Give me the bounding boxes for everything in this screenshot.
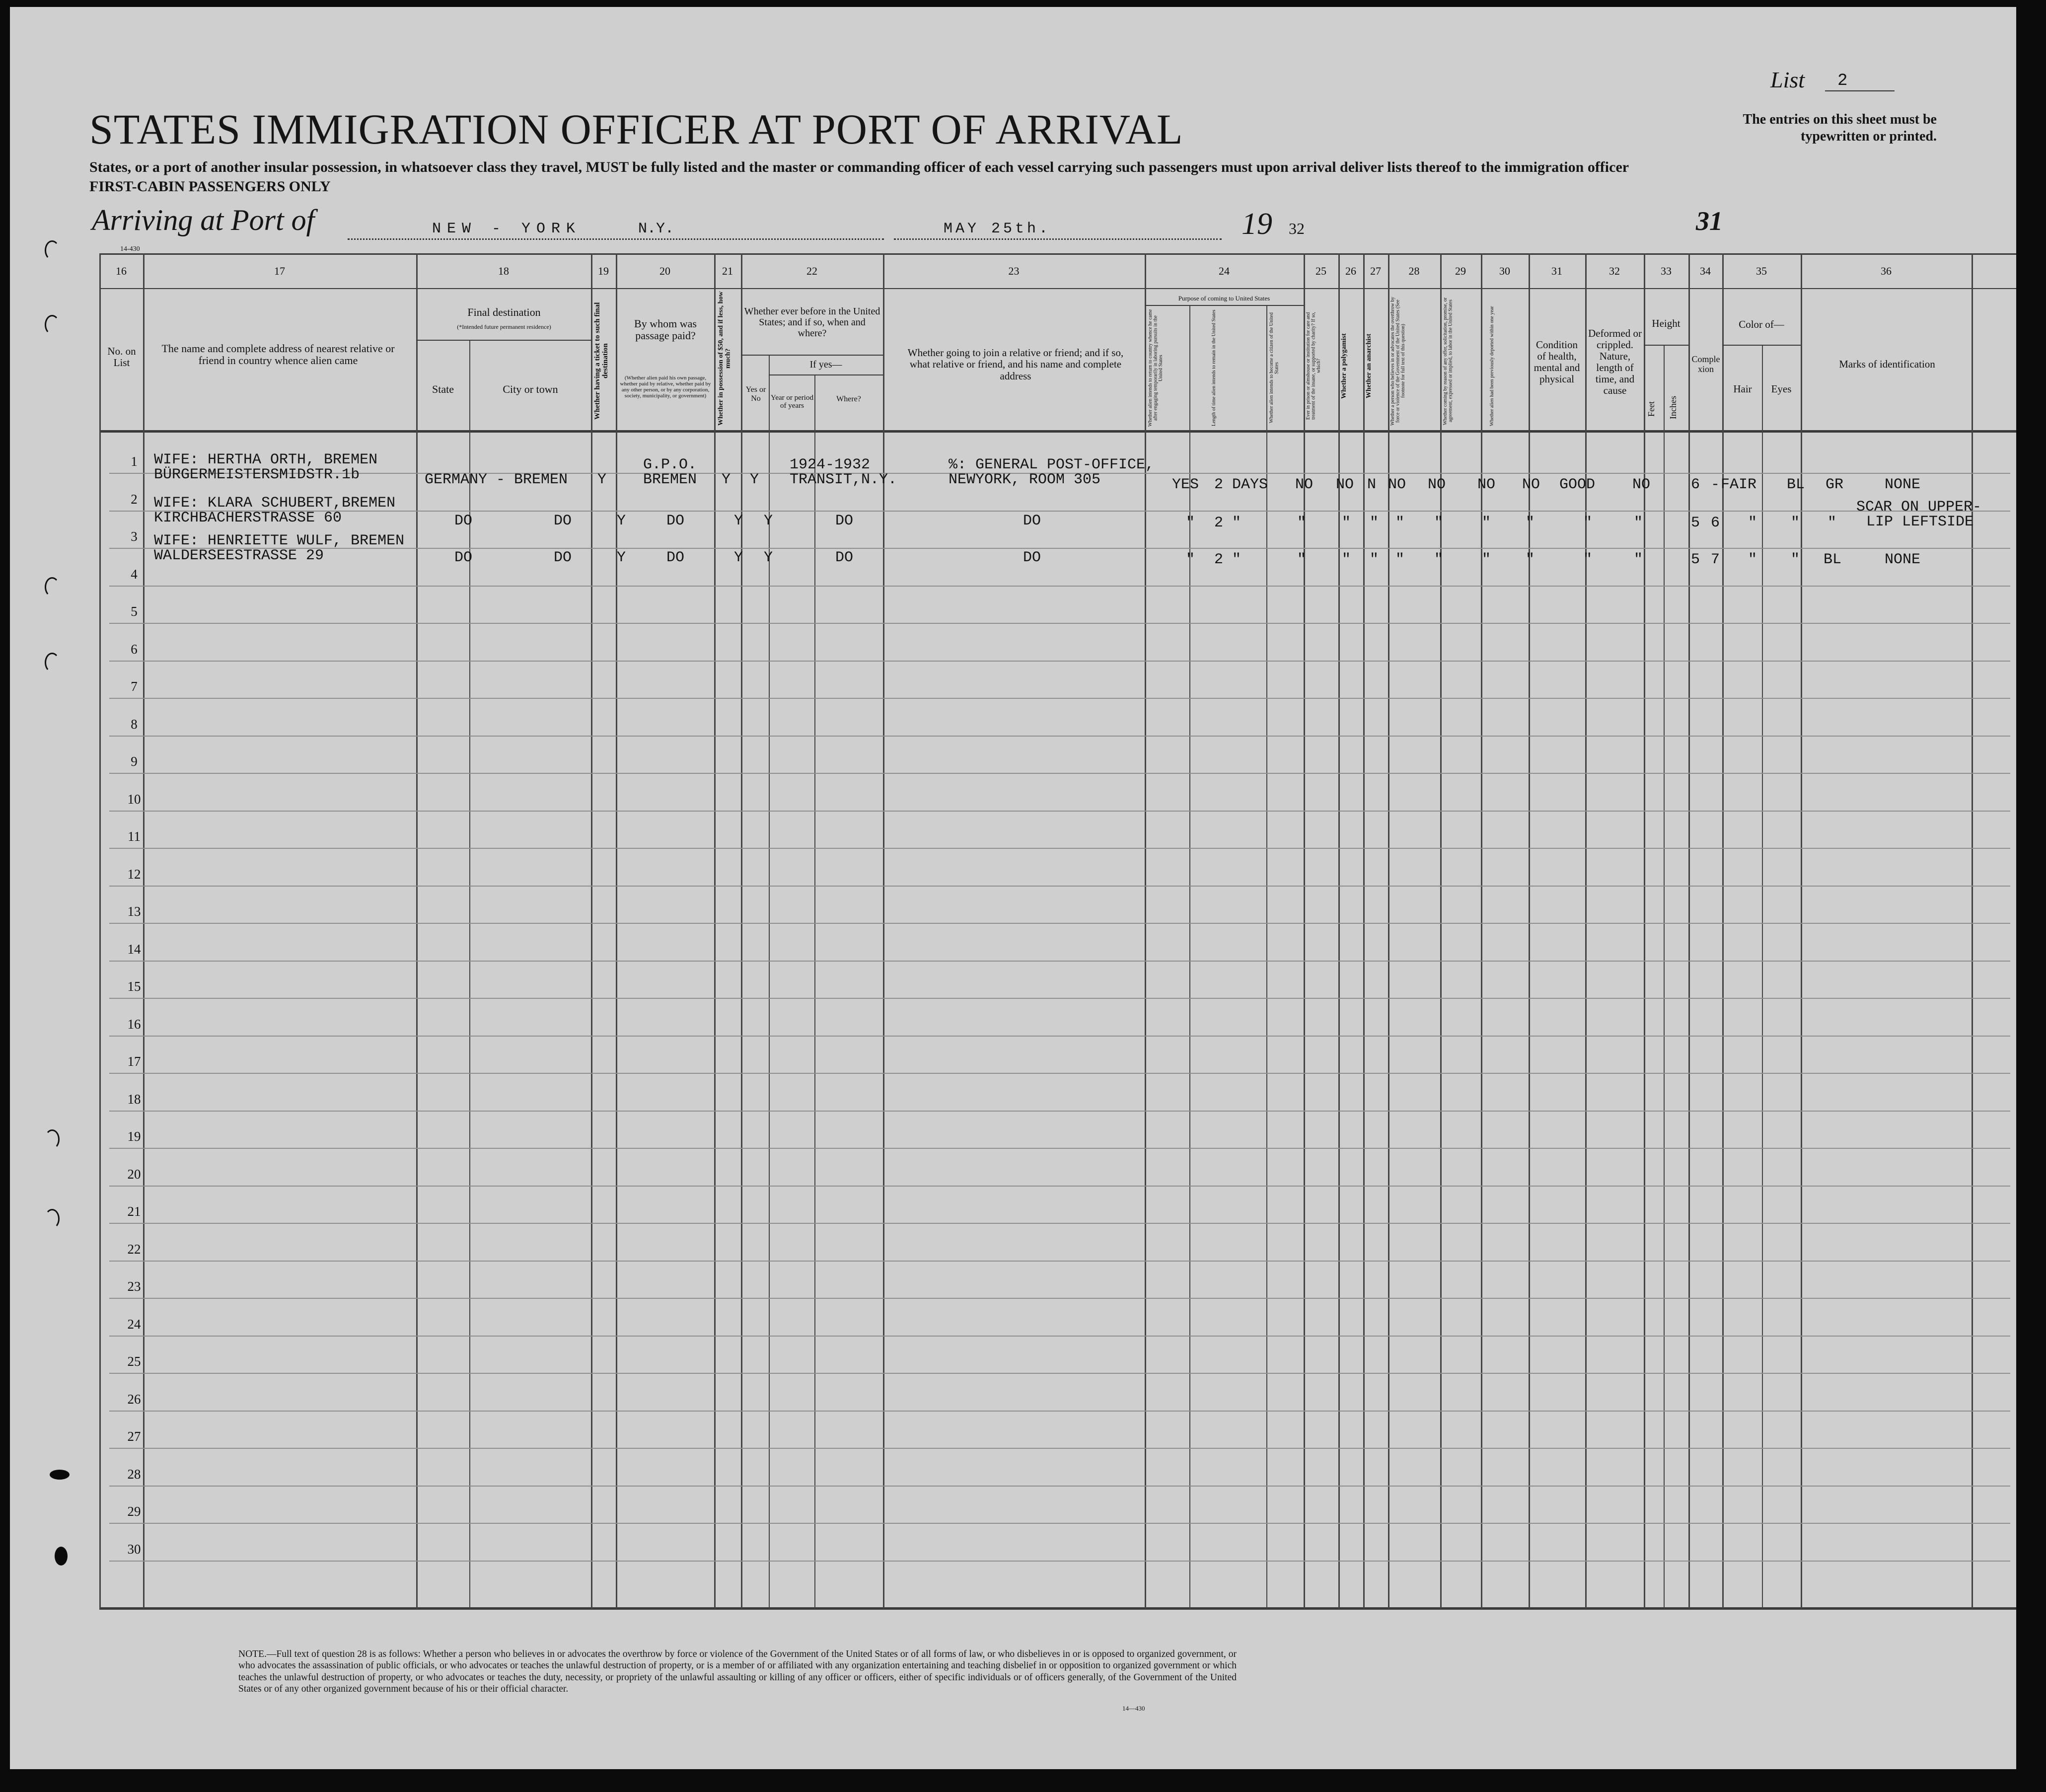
col-line <box>1529 253 1530 1609</box>
list-label: List <box>1770 67 1805 92</box>
row1-feet: 6 <box>1691 476 1700 493</box>
row2-fifty: Y <box>734 513 743 529</box>
date-underline <box>894 238 1222 240</box>
colnum-22: 22 <box>806 265 817 278</box>
heading-overthrow: Whether a person who believes in or advocates the overthrow by force or violence of the Government of the United States (See footnote for full text of this question) <box>1390 297 1406 426</box>
row-rule <box>109 848 2010 849</box>
row3-c25: " <box>1342 551 1351 568</box>
row2-feet: 5 <box>1691 515 1700 531</box>
colnum-34: 34 <box>1700 265 1711 278</box>
col-line <box>1722 253 1724 1609</box>
row2-complexion: " <box>1748 515 1757 531</box>
row3-c26: " <box>1370 551 1379 568</box>
header-subtitle: States, or a port of another insular possession, in whatsoever class they travel, MUST be fully listed and the master or commanding officer of each vessel carrying such passengers must upon arrival deliver lists thereof to the immigration officer <box>89 159 1629 175</box>
row1-paid-by: G.P.O. <box>643 456 697 473</box>
row2-return: " <box>1186 515 1195 531</box>
col-line <box>469 340 470 1609</box>
binder-mark <box>45 577 60 597</box>
colnum-27: 27 <box>1370 265 1381 278</box>
row2-relative-address: KIRCHBACHERSTRASSE 60 <box>154 510 342 526</box>
heading-ticket: Whether having a ticket to such final destination <box>593 302 609 420</box>
subhead-rule <box>741 355 883 356</box>
subhead-rule <box>416 340 591 341</box>
column-number-rule <box>99 288 2016 289</box>
heading-inches: Inches <box>1668 396 1678 420</box>
row-number: 19 <box>127 1129 141 1144</box>
heading-eyes: Eyes <box>1771 383 1792 395</box>
row1-c29: NO <box>1477 476 1496 493</box>
row1-years: 1924-1932 <box>790 456 871 473</box>
heading-deported: Whether alien had been previously deported within one year <box>1489 306 1495 426</box>
row1-relative-address: BÜRGERMEISTERSMIDSTR.1b <box>154 466 360 483</box>
row1-joining-line1: %: GENERAL POST-OFFICE, <box>949 456 1155 473</box>
subhead-rule <box>1644 345 1688 346</box>
row1-c30: NO <box>1522 476 1540 493</box>
row2-citizen: " <box>1297 515 1307 531</box>
row2-inches: 6 <box>1711 515 1720 531</box>
heading-anarchist: Whether an anarchist <box>1365 333 1373 399</box>
row-number: 10 <box>127 791 141 807</box>
row-rule <box>109 1223 2010 1224</box>
row-rule <box>109 1486 2010 1487</box>
row-number: 30 <box>127 1541 141 1557</box>
binder-mark <box>45 653 60 672</box>
row2-before: Y <box>764 513 773 529</box>
heading-final-destination: Final destination <box>467 305 541 318</box>
col-line <box>1585 253 1587 1609</box>
row-rule <box>109 1148 2010 1149</box>
heading-labor-offer: Whether coming by reason of any offer, solicitation, promise, or agreement, expressed or implied, to labor in the United States <box>1443 297 1454 425</box>
heading-hair: Hair <box>1733 383 1752 395</box>
heading-passage-note: (Whether alien paid his own passage, whether paid by relative, whether paid by any other person, or by any corporation, society, municipality, or government) <box>620 374 711 399</box>
heading-no-on-list: No. on List <box>107 345 136 369</box>
row-rule <box>109 1073 2010 1074</box>
col-line <box>1644 253 1645 1609</box>
row-number: 9 <box>131 754 138 769</box>
colnum-19: 19 <box>598 265 609 278</box>
row-rule <box>109 1111 2010 1112</box>
row3-paid-by: DO <box>666 549 685 566</box>
arriving-label: Arriving at Port of <box>92 204 315 236</box>
row-number: 24 <box>127 1316 141 1332</box>
arrival-port: NEW - YORK <box>432 221 582 237</box>
row1-c31: GOOD <box>1559 476 1596 493</box>
row3-marks: NONE <box>1885 551 1921 568</box>
col-line <box>814 374 815 1609</box>
row-number: 23 <box>127 1279 141 1294</box>
heading-if-yes: If yes— <box>809 359 842 370</box>
heading-yes-no: Yes or No <box>745 385 766 403</box>
row3-return: " <box>1186 551 1195 568</box>
footnote: NOTE.—Full text of question 28 is as follows: Whether a person who believes in or advocates the overthrow by force or violence of the Government of the United States or of all forms of law, or who disbelieves in or is opposed to organized government, or who advocates the assassination of public officials, or who advocates or teaches the unlawful destruction of property, or is a member of or affiliated with any organization entertaining and teaching disbelief in or opposition to organized government or which teaches the unlawful destruction of property, or who advocates or teaches the duty, necessity, or propriety of the unlawful assaulting or killing of any officer or officers, either of specific individuals or of officers generally, of the Government of the United States or of any other organized government because of his or their official character. <box>238 1649 1237 1695</box>
row2-state: DO <box>454 513 473 529</box>
row-number: 22 <box>127 1241 141 1257</box>
row3-fifty: Y <box>734 549 743 566</box>
row3-state: DO <box>454 549 473 566</box>
col-line <box>99 253 101 1609</box>
col-line <box>1972 253 1973 1609</box>
row2-ticket: Y <box>617 513 626 529</box>
subhead-rule <box>769 374 883 375</box>
form-code: 14-430 <box>120 245 140 253</box>
row2-hair: " <box>1791 515 1800 531</box>
col-line <box>1189 305 1190 1609</box>
row2-c32: " <box>1634 515 1643 531</box>
table-bottom-rule <box>99 1607 2016 1610</box>
row-number: 2 <box>131 491 138 507</box>
row-rule <box>109 811 2010 812</box>
row-number: 15 <box>127 979 141 994</box>
row1-before: Y <box>750 471 759 488</box>
row-number: 5 <box>131 604 138 619</box>
col-line <box>1440 253 1442 1609</box>
col-line <box>1266 305 1267 1609</box>
colnum-35: 35 <box>1756 265 1767 278</box>
heading-final-destination-note: (*Intended future permanent residence) <box>457 323 551 330</box>
passenger-class: FIRST-CABIN PASSENGERS ONLY <box>89 178 331 195</box>
row-number: 11 <box>128 829 141 844</box>
row2-city: DO <box>554 513 572 529</box>
year-prefix: 19 <box>1242 207 1272 241</box>
colnum-24: 24 <box>1219 265 1230 278</box>
col-line <box>1363 253 1365 1609</box>
heading-complexion: Complexion <box>1691 354 1720 374</box>
row2-marks-line2: LIP LEFTSIDE <box>1866 514 1974 530</box>
binder-hole <box>50 1470 70 1480</box>
row1-hair: BL <box>1787 476 1805 493</box>
row-number: 12 <box>127 866 141 882</box>
page-title: STATES IMMIGRATION OFFICER AT PORT OF ARRIVAL <box>89 105 1183 153</box>
row3-citizen: " <box>1297 551 1307 568</box>
row-rule <box>109 886 2010 887</box>
row1-fifty: Y <box>722 471 731 488</box>
colnum-17: 17 <box>274 265 285 278</box>
row3-feet: 5 <box>1691 551 1700 568</box>
row-number: 21 <box>127 1204 141 1219</box>
row-number: 8 <box>131 716 138 732</box>
row3-city: DO <box>554 549 572 566</box>
row-number: 1 <box>131 454 138 469</box>
row-rule <box>109 586 2010 587</box>
row-number: 13 <box>127 904 141 919</box>
row-number: 29 <box>127 1504 141 1519</box>
row2-c30: " <box>1526 515 1535 531</box>
heading-purpose: Purpose of coming to United States <box>1178 294 1270 302</box>
row-rule <box>109 1561 2010 1562</box>
heading-purpose-return: Whether alien intends to return to country whence he came after engaging temporarily in laboring pursuits in the United States <box>1148 309 1164 427</box>
row-number: 27 <box>127 1429 141 1444</box>
colnum-26: 26 <box>1345 265 1356 278</box>
col-line <box>714 253 716 1609</box>
col-line <box>591 253 592 1609</box>
row-number: 25 <box>127 1354 141 1369</box>
heading-prison: Ever in prison or almshouse or institution for care and treatment of the insane, or supported by charity? If so, which? <box>1306 312 1321 420</box>
row3-c30: " <box>1526 551 1535 568</box>
row3-length: 2 " <box>1214 551 1242 568</box>
heading-joining: Whether going to join a relative or friend; and if so, what relative or friend, and his name and complete address <box>907 347 1124 382</box>
col-line <box>1481 253 1482 1609</box>
port-underline <box>348 238 884 240</box>
row1-return: YES <box>1172 476 1199 493</box>
row-rule <box>109 736 2010 737</box>
row1-length: 2 DAYS <box>1214 476 1268 493</box>
colnum-21: 21 <box>722 265 733 278</box>
typewritten-note: The entries on this sheet must be typewritten or printed. <box>1743 112 1937 144</box>
heading-state: State <box>432 382 454 395</box>
row3-before: Y <box>764 549 773 566</box>
list-underline <box>1825 90 1895 91</box>
heading-color: Color of— <box>1739 318 1784 331</box>
col-line <box>1664 345 1665 1609</box>
binder-mark <box>45 240 60 260</box>
row-rule <box>109 1261 2010 1262</box>
row-rule <box>109 998 2010 999</box>
row1-eyes: GR <box>1826 476 1844 493</box>
row-number: 17 <box>127 1054 141 1069</box>
row1-destination: GERMANY - BREMEN <box>425 471 568 488</box>
heading-passage: By whom was passage paid? <box>634 317 697 342</box>
row3-eyes: BL <box>1824 551 1842 568</box>
row-number: 20 <box>127 1166 141 1182</box>
row2-joining: DO <box>1023 513 1041 529</box>
row2-c29: " <box>1482 515 1491 531</box>
row3-c31: " <box>1583 551 1593 568</box>
row1-c25: NO <box>1336 476 1354 493</box>
row3-inches: 7 <box>1711 551 1720 568</box>
row3-hair: " <box>1791 551 1800 568</box>
row-number: 18 <box>127 1091 141 1107</box>
colnum-23: 23 <box>1008 265 1020 278</box>
row1-c26: N <box>1367 476 1377 493</box>
row-rule <box>109 1523 2010 1524</box>
col-line <box>883 253 884 1609</box>
row-rule <box>109 623 2010 624</box>
row3-relative-address: WALDERSEESTRASSE 29 <box>154 547 324 564</box>
row1-citizen: NO <box>1295 476 1314 493</box>
heading-where: Where? <box>836 395 861 404</box>
row3-c32: " <box>1634 551 1643 568</box>
heading-fifty: Whether in possession of $50, and if less, how much? <box>717 291 732 426</box>
colnum-33: 33 <box>1661 265 1672 278</box>
row2-c31: " <box>1583 515 1593 531</box>
heading-deformed: Deformed or crippled. Nature, length of time, and cause <box>1588 327 1642 397</box>
row3-c28: " <box>1434 551 1444 568</box>
row3-ticket: Y <box>617 549 626 566</box>
row2-c28: " <box>1434 515 1444 531</box>
row1-c32: NO <box>1632 476 1651 493</box>
row-number: 4 <box>131 566 138 582</box>
colnum-32: 32 <box>1609 265 1620 278</box>
row1-c27: NO <box>1388 476 1406 493</box>
row3-complexion: " <box>1748 551 1757 568</box>
row-rule <box>109 1186 2010 1187</box>
binder-mark <box>45 1129 60 1149</box>
arrival-state: N.Y. <box>638 221 674 237</box>
row-number: 28 <box>127 1466 141 1482</box>
heading-purpose-citizen: Whether alien intends to become a citizen of the United States <box>1269 312 1280 424</box>
heading-city: City or town <box>503 382 558 395</box>
row2-marks-line1: SCAR ON UPPER- <box>1856 499 1982 516</box>
row2-length: 2 " <box>1214 515 1242 531</box>
col-line <box>1688 253 1690 1609</box>
row1-relative-name: WIFE: HERTHA ORTH, BREMEN <box>154 451 378 468</box>
year-suffix: 32 <box>1289 220 1305 237</box>
col-line <box>1388 253 1389 1609</box>
row-number: 26 <box>127 1391 141 1407</box>
subhead-rule <box>1722 345 1801 346</box>
colnum-20: 20 <box>659 265 670 278</box>
binder-mark <box>45 1209 60 1229</box>
colnum-18: 18 <box>498 265 509 278</box>
row-number: 14 <box>127 941 141 957</box>
manifest-sheet <box>10 7 2016 1769</box>
row1-complexion: FAIR <box>1721 476 1757 493</box>
row2-c25: " <box>1342 515 1351 531</box>
colnum-31: 31 <box>1551 265 1562 278</box>
row1-c28: NO <box>1428 476 1446 493</box>
row3-c27: " <box>1395 551 1405 568</box>
col-line <box>1338 253 1340 1609</box>
row-rule <box>109 661 2010 662</box>
row-rule <box>109 698 2010 699</box>
row-number: 7 <box>131 679 138 694</box>
row-rule <box>109 1411 2010 1412</box>
heading-year: Year or period of years <box>771 393 813 410</box>
col-line <box>616 253 617 1609</box>
row2-relative-name: WIFE: KLARA SCHUBERT,BREMEN <box>154 495 396 512</box>
row1-paid-place: BREMEN <box>643 471 697 488</box>
row1-where: TRANSIT,N.Y. <box>790 471 897 488</box>
row2-paid-by: DO <box>666 513 685 529</box>
binder-mark <box>45 315 60 335</box>
subhead-rule <box>1145 305 1304 306</box>
arrival-date: MAY 25th. <box>944 221 1051 237</box>
col-line <box>416 253 418 1609</box>
row1-joining-line2: NEWYORK, ROOM 305 <box>949 471 1101 488</box>
colnum-29: 29 <box>1455 265 1466 278</box>
row-number: 16 <box>127 1016 141 1032</box>
binder-hole <box>55 1547 68 1566</box>
col-line <box>1762 345 1763 1609</box>
row2-where: DO <box>835 513 854 529</box>
row-rule <box>109 1336 2010 1337</box>
heading-marks: Marks of identification <box>1839 358 1935 371</box>
heading-height: Height <box>1652 317 1681 330</box>
row-rule <box>109 923 2010 924</box>
row3-c29: " <box>1482 551 1491 568</box>
row2-c26: " <box>1370 515 1379 531</box>
heading-feet: Feet <box>1646 401 1656 417</box>
row2-c27: " <box>1395 515 1405 531</box>
row-rule <box>109 1036 2010 1037</box>
col-line <box>1304 253 1305 1609</box>
footnote-code: 14—430 <box>1122 1705 1145 1712</box>
heading-before: Whether ever before in the United States; and if so, when and where? <box>744 306 880 339</box>
sheet-number: 31 <box>1696 206 1723 236</box>
row-rule <box>109 773 2010 774</box>
list-number: 2 <box>1837 72 1848 90</box>
row1-marks: NONE <box>1885 476 1921 493</box>
colnum-25: 25 <box>1315 265 1326 278</box>
colnum-30: 30 <box>1499 265 1510 278</box>
colnum-16: 16 <box>116 265 127 278</box>
row3-joining: DO <box>1023 549 1041 566</box>
col-line <box>1801 253 1802 1609</box>
row3-relative-name: WIFE: HENRIETTE WULF, BREMEN <box>154 532 405 549</box>
row3-where: DO <box>835 549 854 566</box>
col-line <box>769 355 770 1609</box>
row2-eyes: " <box>1827 515 1837 531</box>
row-rule <box>109 1448 2010 1449</box>
row-rule <box>109 1373 2010 1374</box>
heading-purpose-length: Length of time alien intends to remain in the United States <box>1211 309 1217 427</box>
heading-health: Condition of health, mental and physical <box>1534 338 1580 385</box>
heading-relative: The name and complete address of nearest relative or friend in country whence alien came <box>161 342 395 367</box>
colnum-28: 28 <box>1408 265 1420 278</box>
row-number: 3 <box>131 529 138 544</box>
heading-polygamist: Whether a polygamist <box>1340 333 1348 399</box>
row-number: 6 <box>131 641 138 657</box>
header-bottom-rule <box>99 430 2016 433</box>
row1-ticket: Y <box>597 471 607 488</box>
table-top-rule <box>99 253 2016 255</box>
col-line <box>741 253 742 1609</box>
colnum-36: 36 <box>1881 265 1892 278</box>
row1-inches: - <box>1711 476 1720 493</box>
row-rule <box>109 1298 2010 1299</box>
row-rule <box>109 961 2010 962</box>
